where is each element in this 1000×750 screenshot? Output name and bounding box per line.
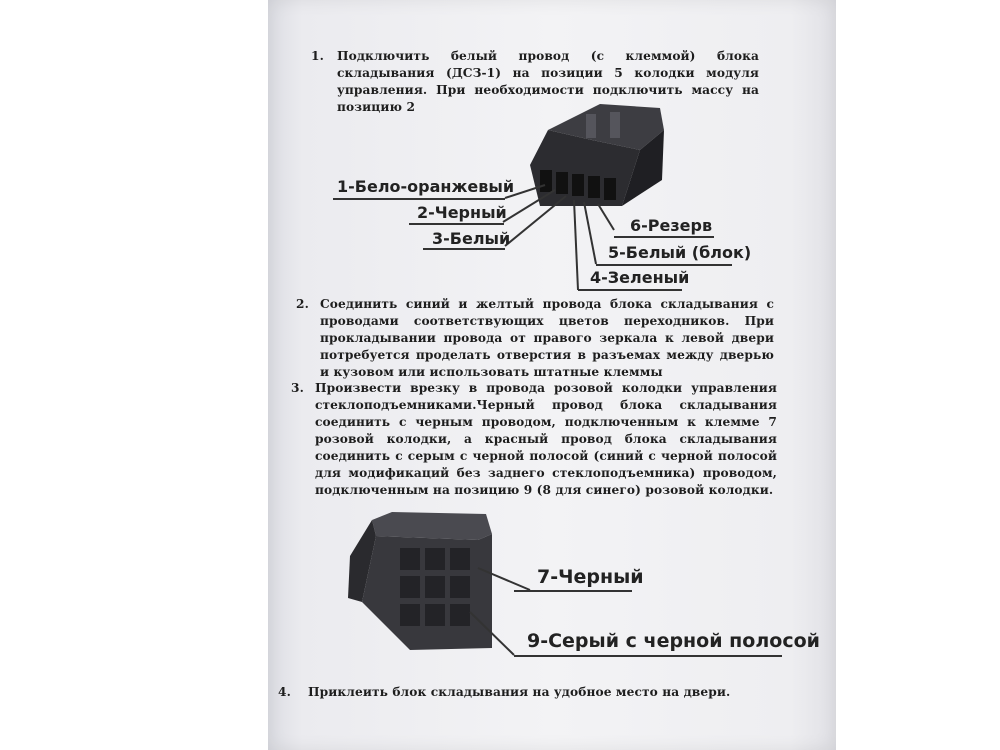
step-text: Соединить синий и желтый провода блока складывания с проводами соответствующих цветов переходников. При прокладывании провода от правого зеркала к левой двери потребуется проделать отверстия в разъемах между дверью и кузовом или использовать штатные клеммы — [320, 297, 774, 379]
pin-label-2: 2-Черный — [417, 203, 507, 222]
pin-label-4: 4-Зеленый — [590, 268, 690, 287]
step-number: 2. — [296, 297, 309, 311]
step-4 — [278, 684, 778, 701]
step-text: Приклеить блок складывания на удобное место на двери. — [308, 685, 731, 699]
pin-label-7: 7-Черный — [537, 566, 644, 588]
step-number: 3. — [291, 381, 304, 395]
pin-label-6: 6-Резерв — [630, 216, 713, 235]
step-text: Подключить белый провод (с клеммой) блока складывания (ДСЗ-1) на позиции 5 колодки модуля управления. При необходимости подключить массу на позицию 2 — [337, 49, 759, 114]
pin-leader-7 — [514, 590, 632, 592]
pin-label-5: 5-Белый (блок) — [608, 243, 752, 262]
pin-label-1: 1-Бело-оранжевый — [337, 177, 515, 196]
step-number: 4. — [278, 685, 291, 699]
connector-2-body — [348, 512, 492, 650]
pin-label-3: 3-Белый — [432, 229, 511, 248]
pin-label-9: 9-Серый с черной полосой — [527, 630, 820, 652]
pin-leader-9 — [514, 655, 782, 657]
step-text: Произвести врезку в провода розовой колодки управления стеклоподъемниками.Черный провод блока складывания соединить с черным проводом, подключенным к клемме 7 розовой колодки, а красный провод блока складывания соединить с серым с черной полосой (синий с черной полосой для модификаций без заднего стеклоподъемника) проводом, подключенным на позицию 9 (8 для синего) розовой колодки. — [315, 381, 777, 497]
step-number: 1. — [311, 49, 324, 63]
